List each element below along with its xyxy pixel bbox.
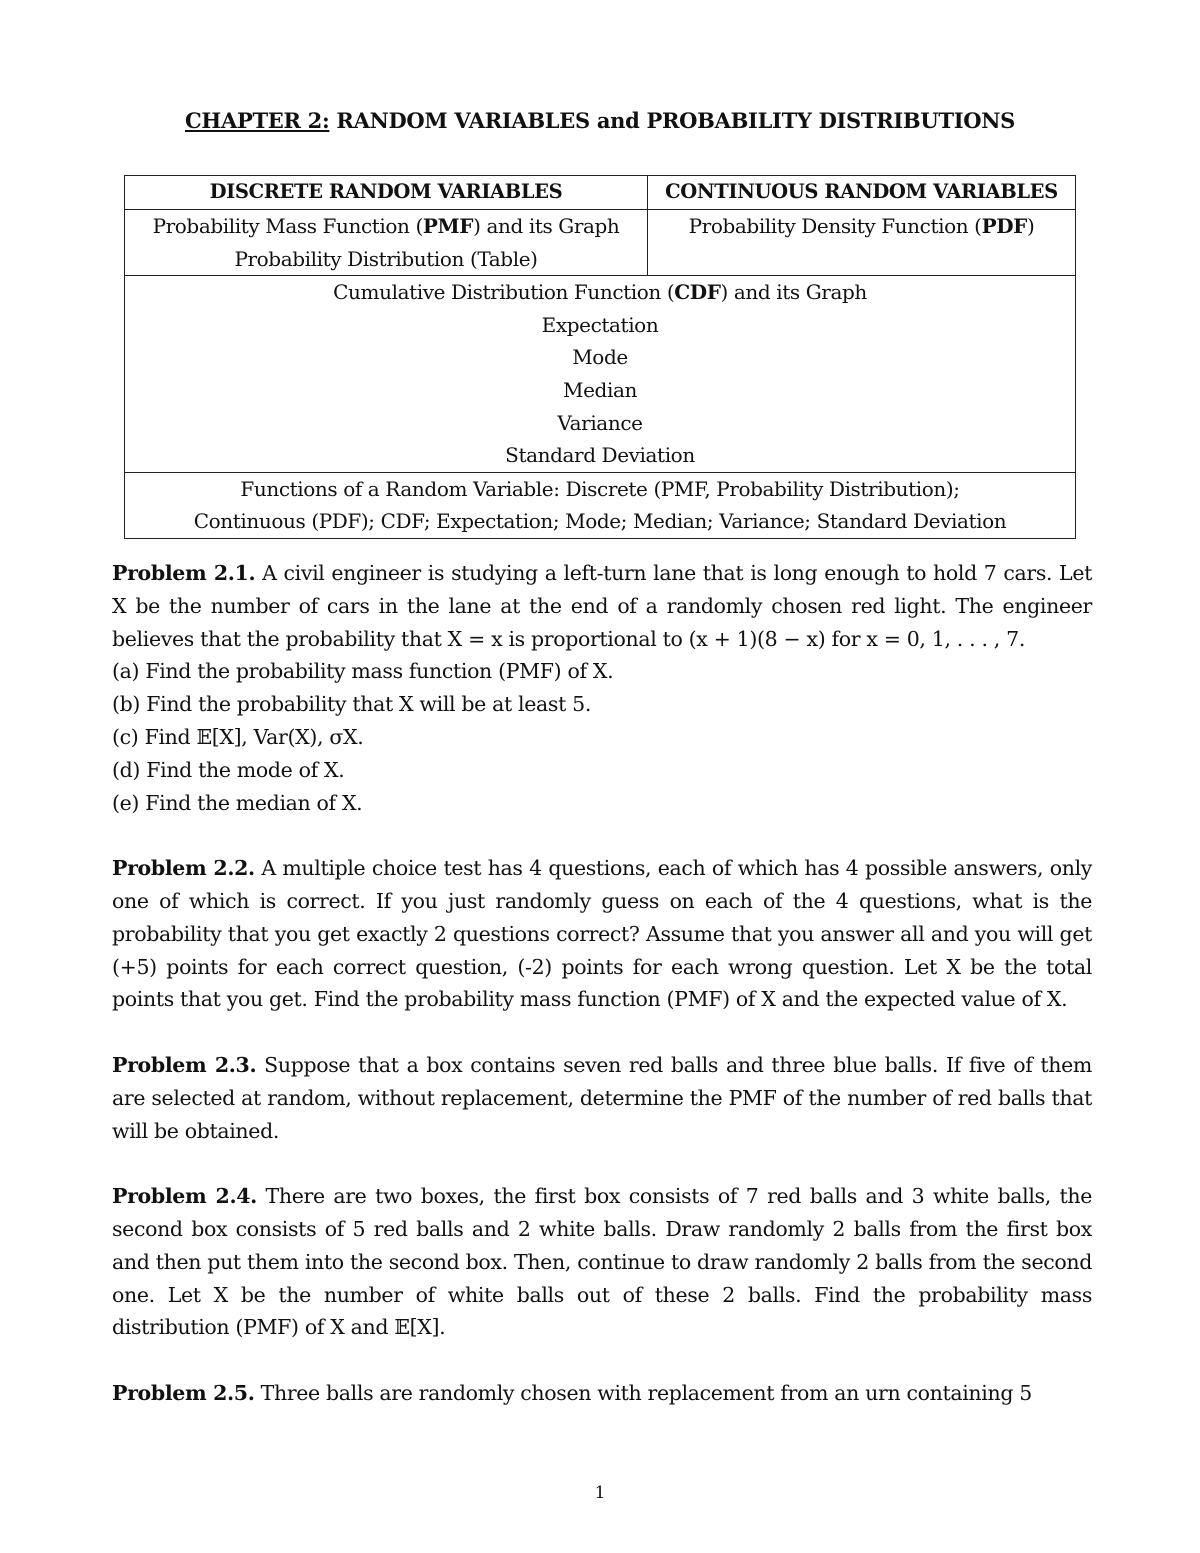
table-row-common bbox=[125, 276, 1076, 473]
table-row-functions bbox=[125, 210, 1076, 276]
cell-common bbox=[125, 276, 1076, 473]
common-item: Mode bbox=[572, 345, 628, 370]
problem-2-3 bbox=[112, 1049, 1092, 1147]
cdf-line: Cumulative Distribution Function (CDF) and its Graph bbox=[333, 280, 867, 305]
problem-2-1 bbox=[112, 557, 1092, 819]
problem-part: (b) Find the probability that X will be at least 5. bbox=[112, 692, 591, 717]
problem-text: A civil engineer is studying a left-turn lane that is long enough to hold 7 cars. Let X be the number of cars in the lane at the end of a randomly chosen red light. The engineer believes that the probability that X = x is proportional to (x + 1)(8 − x) for x = 0, 1, . . . , 7. bbox=[112, 561, 1092, 651]
problem-part: (e) Find the median of X. bbox=[112, 790, 363, 815]
chapter-number: CHAPTER 2: bbox=[185, 108, 330, 133]
distribution-line: Probability Distribution (Table) bbox=[234, 246, 538, 271]
chapter-name: RANDOM VARIABLES and PROBABILITY DISTRIBUTIONS bbox=[329, 108, 1015, 133]
problem-label: Problem 2.4. bbox=[112, 1184, 257, 1209]
common-item: Median bbox=[563, 377, 637, 402]
problem-label: Problem 2.1. bbox=[112, 561, 256, 585]
problem-text: There are two boxes, the first box consists of 7 red balls and 3 white balls, the second box consists of 5 red balls and 2 white balls. Draw randomly 2 balls from the first box and then put them into the second box. Then, continue to draw randomly 2 balls from the second one. Let X be the number of white balls out of these 2 balls. Find the probability mass distribution (PMF) of X and 𝔼[X]. bbox=[112, 1184, 1093, 1340]
pdf-line: Probability Density Function (PDF) bbox=[688, 214, 1035, 238]
problem-label: Problem 2.2. bbox=[112, 856, 255, 881]
problem-text: A multiple choice test has 4 questions, each of which has 4 possible answers, only one of which is correct. If you just randomly guess on each of the 4 questions, what is the probability that you get exactly 2 questions correct? Assume that you answer all and you will get (+5) points for each correct question, (-2) points for each wrong question. Let X be the total points that you get. Find the probability mass function (PMF) of X and the expected value of X. bbox=[112, 856, 1093, 1012]
problem-part: (d) Find the mode of X. bbox=[112, 757, 345, 782]
problem-text: Three balls are randomly chosen with replacement from an urn containing 5 bbox=[254, 1380, 1032, 1405]
common-item: Variance bbox=[557, 410, 643, 435]
functions-line-2: Continuous (PDF); CDF; Expectation; Mode; Median; Variance; Standard Deviation bbox=[193, 509, 1007, 534]
problem-part: (a) Find the probability mass function (PMF) of X. bbox=[112, 659, 614, 684]
problem-2-4 bbox=[112, 1180, 1092, 1344]
common-item: Standard Deviation bbox=[505, 443, 695, 468]
table-row-functions-of-rv bbox=[125, 472, 1076, 538]
functions-line-1: Functions of a Random Variable: Discrete (PMF, Probability Distribution); bbox=[240, 476, 960, 501]
cell-functions bbox=[125, 472, 1076, 538]
problem-label: Problem 2.5. bbox=[112, 1380, 255, 1405]
problem-text: Suppose that a box contains seven red balls and three blue balls. If five of them are selected at random, without replacement, determine the PMF of the number of red balls that will be obtained. bbox=[112, 1052, 1093, 1143]
table-header-row bbox=[125, 176, 1076, 210]
problem-part: (c) Find 𝔼[X], Var(X), σX. bbox=[112, 724, 364, 749]
problem-2-5 bbox=[112, 1377, 1092, 1410]
cell-discrete bbox=[125, 210, 648, 276]
header-continuous: CONTINUOUS RANDOM VARIABLES bbox=[648, 176, 1076, 210]
common-item: Expectation bbox=[541, 312, 659, 337]
cell-continuous bbox=[648, 210, 1076, 276]
problems-section bbox=[112, 557, 1092, 1443]
summary-table bbox=[124, 175, 1076, 539]
header-discrete: DISCRETE RANDOM VARIABLES bbox=[125, 176, 648, 210]
chapter-title bbox=[0, 108, 1200, 133]
pmf-line: Probability Mass Function (PMF) and its Graph bbox=[152, 214, 620, 238]
page-number: 1 bbox=[594, 1483, 606, 1503]
problem-label: Problem 2.3. bbox=[112, 1052, 257, 1077]
problem-2-2 bbox=[112, 852, 1092, 1016]
